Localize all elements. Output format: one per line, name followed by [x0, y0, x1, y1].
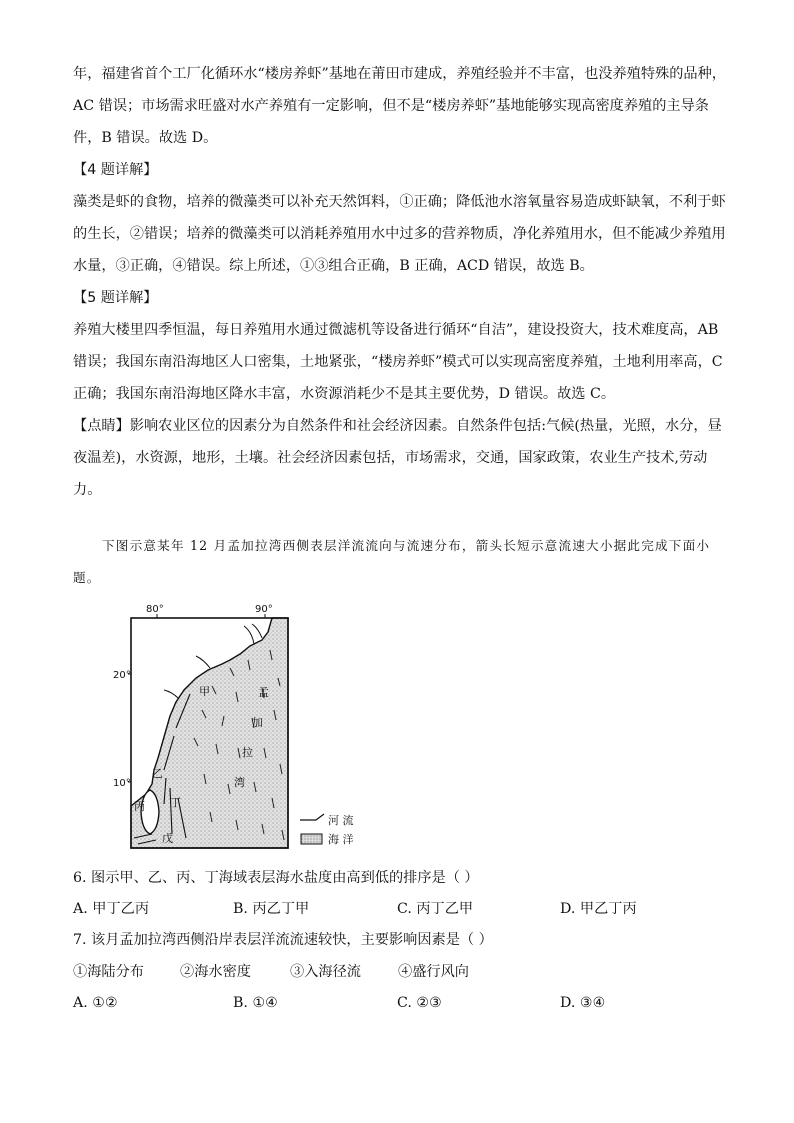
legend-ocean-label: 海 洋 [328, 833, 354, 846]
label-jia: 甲 [199, 685, 210, 698]
bay-of-bengal-current-map [112, 598, 392, 850]
answer-text-line: 件，B 错误。故选 D。 [73, 130, 218, 146]
legend-ocean-swatch [301, 834, 322, 844]
answer-text-line: 年，福建省首个工厂化循环水“楼房养虾”基地在莆田市建成，养殖经验并不丰富，也没养殖特殊的品种， [73, 66, 726, 82]
label-ding: 丁 [170, 796, 181, 809]
map-intro-line: 题。 [73, 570, 101, 585]
map-intro-line: 下图示意某年 12 月孟加拉湾西侧表层洋流流向与流速分布，箭头长短示意流速大小据此完成下面小 [102, 538, 711, 553]
q7-factor: ③入海径流 [290, 964, 361, 980]
label-yi: 乙 [152, 767, 163, 780]
longitude-label: 90° [255, 604, 273, 615]
q5-text-line: 正确；我国东南沿海地区降水丰富，水资源消耗少不是其主要优势，D 错误。故选 C。 [73, 386, 616, 402]
tip-text-line: 夜温差)，水资源，地形，土壤。社会经济因素包括，市场需求，交通，国家政策，农业生产技术,劳动 [73, 450, 708, 466]
bay-name-char: 拉 [242, 746, 253, 759]
tip-text-line: 力。 [73, 482, 102, 498]
bay-name-char: 加 [252, 716, 263, 729]
q6-option-a[interactable]: A. 甲丁乙丙 [73, 901, 150, 917]
q4-text-line: 藻类是虾的食物，培养的微藻类可以补充天然饵料，①正确；降低池水溶氧量容易造成虾缺氧，不利于虾 [73, 194, 726, 210]
bay-name-char: 湾 [234, 776, 245, 789]
q7-factor: ①海陆分布 [73, 964, 144, 980]
label-bing: 丙 [134, 800, 145, 813]
q7-option-b[interactable]: B. ①④ [233, 995, 278, 1011]
legend-river-label: 河 流 [328, 814, 354, 827]
q6-stem: 6. 图示甲、乙、丙、丁海域表层海水盐度由高到低的排序是（ ） [73, 870, 479, 886]
q7-factor: ②海水密度 [180, 964, 251, 980]
q7-factor: ④盛行风向 [398, 964, 469, 980]
q4-text-line: 的生长，②错误；培养的微藻类可以消耗养殖用水中过多的营养物质，净化养殖用水，但不能减少养殖用 [73, 226, 726, 242]
tip-text-line: 【点睛】影响农业区位的因素分为自然条件和社会经济因素。自然条件包括:气候(热量，光照，水分，昼 [73, 418, 722, 434]
q6-option-d[interactable]: D. 甲乙丁丙 [560, 901, 637, 917]
q5-heading: 【5 题详解】 [73, 290, 158, 306]
q7-option-d[interactable]: D. ③④ [560, 995, 606, 1011]
q5-text-line: 错误；我国东南沿海地区人口密集，土地紧张，“楼房养虾”模式可以实现高密度养殖，土地利用率高，C [73, 354, 723, 370]
latitude-label: 20° [113, 670, 131, 681]
latitude-label: 10° [113, 778, 131, 789]
bay-name-char: 孟 [258, 686, 269, 699]
q4-text-line: 水量，③正确，④错误。综上所述，①③组合正确，B 正确，ACD 错误，故选 B。 [73, 258, 594, 274]
q6-option-b[interactable]: B. 丙乙丁甲 [233, 901, 310, 917]
q6-option-c[interactable]: C. 丙丁乙甲 [397, 901, 474, 917]
legend-river-icon [300, 814, 324, 820]
q7-option-c[interactable]: C. ②③ [397, 995, 442, 1011]
label-wu: 戊 [162, 832, 173, 845]
q4-heading: 【4 题详解】 [73, 162, 158, 178]
q7-stem: 7. 该月孟加拉湾西侧沿岸表层洋流流速较快，主要影响因素是（ ） [73, 932, 493, 948]
longitude-label: 80° [146, 604, 164, 615]
answer-text-line: AC 错误；市场需求旺盛对水产养殖有一定影响，但不是“楼房养虾”基地能够实现高密度养殖的主导条 [73, 98, 709, 114]
q7-option-a[interactable]: A. ①② [73, 995, 118, 1011]
q5-text-line: 养殖大楼里四季恒温，每日养殖用水通过微滤机等设备进行循环“自洁”，建设投资大，技术难度高，AB [73, 322, 719, 338]
